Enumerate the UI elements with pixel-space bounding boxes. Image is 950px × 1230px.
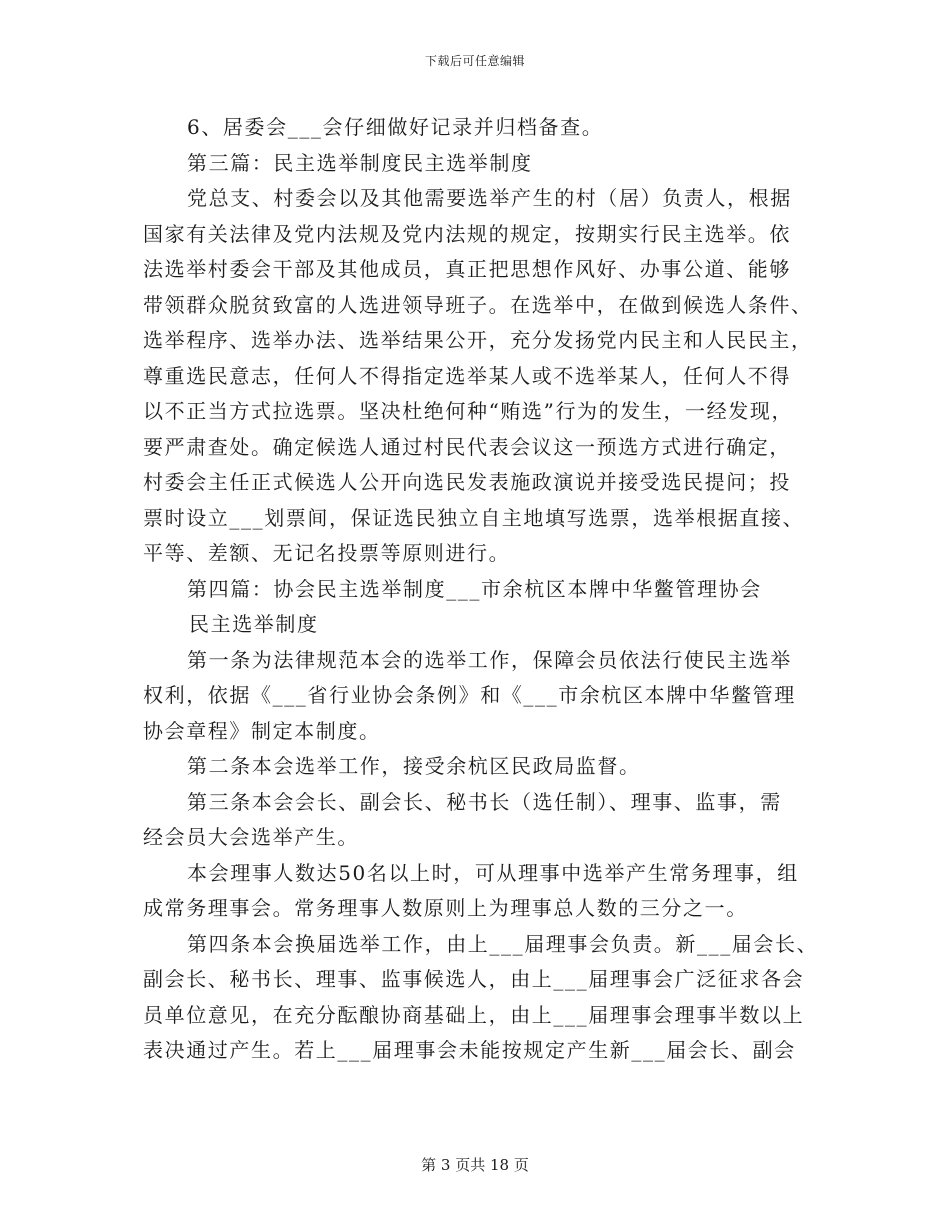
body-line: 党总支、村委会以及其他需要选举产生的村（居）负责人，根据 xyxy=(187,186,792,210)
document-body xyxy=(143,110,819,1069)
body-line: 平等、差额、无记名投票等原则进行。 xyxy=(143,541,511,565)
body-line: 权利，依据《___省行业协会条例》和《___市余杭区本牌中华鳖管理 xyxy=(143,683,796,707)
body-line: 6、居委会___会仔细做好记录并归档备查。 xyxy=(187,115,604,139)
body-line: 本会理事人数达50名以上时，可从理事中选举产生常务理事，组 xyxy=(187,860,799,885)
body-line: 要严肃查处。确定候选人通过村民代表会议这一预选方式进行确定， xyxy=(143,434,791,459)
body-line: 第二条本会选举工作，接受余杭区民政局监督。 xyxy=(187,754,641,778)
section-heading: 第四篇：协会民主选举制度___市余杭区本牌中华鳖管理协会 xyxy=(187,576,762,601)
body-line: 第四条本会换届选举工作，由上___届理事会负责。新___届会长、 xyxy=(187,931,819,956)
body-line: 副会长、秘书长、理事、监事候选人，由上___届理事会广泛征求各会 xyxy=(143,967,805,991)
section-heading: 第三篇：民主选举制度民主选举制度 xyxy=(187,150,533,175)
body-line: 法选举村委会干部及其他成员，真正把思想作风好、办事公道、能够 xyxy=(143,257,791,281)
body-line: 尊重选民意志，任何人不得指定选举某人或不选举某人，任何人不得 xyxy=(143,363,791,388)
body-line: 表决通过产生。若上___届理事会未能按规定产生新___届会长、副会 xyxy=(143,1038,796,1062)
body-line: 选举程序、选举办法、选举结果公开，充分发扬党内民主和人民民主， xyxy=(143,328,813,352)
page-header: 下载后可任意编辑 xyxy=(424,54,525,68)
body-line: 员单位意见，在充分酝酿协商基础上，由上___届理事会理事半数以上 xyxy=(143,1002,805,1027)
body-line: 票时设立___划票间，保证选民独立自主地填写选票，选举根据直接、 xyxy=(143,505,805,530)
section-heading: 民主选举制度 xyxy=(189,612,319,636)
body-line: 第一条为法律规范本会的选举工作，保障会员依法行使民主选举 xyxy=(187,647,792,672)
body-line: 国家有关法律及党内法规及党内法规的规定，按期实行民主选举。依 xyxy=(143,221,791,246)
body-line: 经会员大会选举产生。 xyxy=(143,825,359,849)
page-number: 第 3 页共 18 页 xyxy=(421,1156,529,1174)
body-line: 带领群众脱贫致富的人选进领导班子。在选举中，在做到候选人条件、 xyxy=(143,292,813,317)
body-line: 村委会主任正式候选人公开向选民发表施政演说并接受选民提问；投 xyxy=(143,470,791,494)
body-line: 成常务理事会。常务理事人数原则上为理事总人数的三分之一。 xyxy=(143,896,748,920)
body-line: 协会章程》制定本制度。 xyxy=(143,718,381,743)
body-line: 以不正当方式拉选票。坚决杜绝何种“贿选”行为的发生，一经发现， xyxy=(143,399,794,423)
body-line: 第三条本会会长、副会长、秘书长（选任制）、理事、监事，需 xyxy=(187,789,782,814)
